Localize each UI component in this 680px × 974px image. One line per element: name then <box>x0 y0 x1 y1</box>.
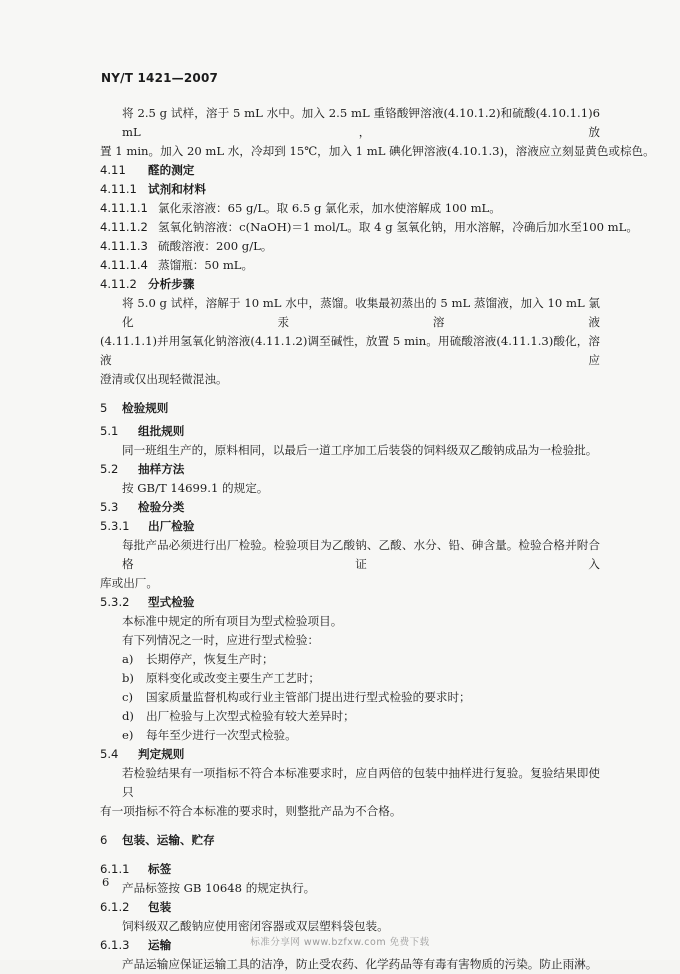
section-number: 5.3.2 <box>100 595 130 609</box>
clause-number: 4.11.1.4 <box>100 258 148 272</box>
clause-4-11-1-1 <box>100 199 600 218</box>
section-title: 标签 <box>148 862 172 876</box>
section-title: 包装 <box>148 900 172 914</box>
list-text: 出厂检验与上次型式检验有较大差异时； <box>146 709 355 723</box>
list-text: 长期停产，恢复生产时； <box>146 652 274 666</box>
standard-number: NY/T 1421—2007 <box>101 71 219 85</box>
chapter-number: 5 <box>100 401 108 415</box>
paragraph-line: 将 2.5 g 试样，溶于 5 mL 水中。加入 2.5 mL 重铬酸钾溶液(4.10.1.2)和硫酸(4.10.1.1)6 mL，放 <box>122 106 600 139</box>
clause-number: 4.11.1.1 <box>100 201 148 215</box>
list-item-a <box>100 650 600 669</box>
section-title: 出厂检验 <box>148 519 195 533</box>
section-heading-4-11-1 <box>100 180 600 199</box>
section-heading-5-2 <box>100 460 600 479</box>
clause-4-11-1-3 <box>100 237 600 256</box>
section-title: 组批规则 <box>138 424 185 438</box>
paragraph-line: 同一班组生产的，原料相同，以最后一道工序加工后装袋的饲料级双乙酸钠成品为一检验批。 <box>122 443 598 457</box>
section-number: 5.4 <box>100 747 119 761</box>
section-number: 5.1 <box>100 424 119 438</box>
paragraph-line: (4.11.1.1)并用氢氧化钠溶液(4.11.1.2)调至碱性，放置 5 min。用硫酸溶液(4.11.1.3)酸化，溶液应 <box>100 334 600 367</box>
section-title: 醛的测定 <box>148 163 195 177</box>
list-item-c <box>100 688 600 707</box>
section-heading-4-11 <box>100 161 600 180</box>
chapter-title: 包装、运输、贮存 <box>122 833 215 847</box>
list-label: d) <box>122 709 134 723</box>
list-label: e) <box>122 728 134 742</box>
list-label: b) <box>122 671 134 685</box>
section-title: 运输 <box>148 938 172 952</box>
clause-4-11-1-4 <box>100 256 600 275</box>
section-number: 4.11 <box>100 163 126 177</box>
chapter-heading-5 <box>100 399 600 418</box>
section-title: 抽样方法 <box>138 462 185 476</box>
document-body <box>100 104 655 974</box>
watermark-text: 标准分享网 www.bzfxw.com 免费下载 <box>250 937 430 948</box>
list-text: 国家质量监督机构或行业主管部门提出进行型式检验的要求时； <box>146 690 471 704</box>
section-title: 试剂和材料 <box>148 182 206 196</box>
paragraph-line: 产品运输应保证运输工具的洁净，防止受农药、化学药品等有毒有害物质的污染。防止雨淋。 <box>122 957 598 971</box>
section-title: 型式检验 <box>148 595 195 609</box>
clause-text: 氯化汞溶液：65 g/L。取 6.5 g 氯化汞，加水使溶解成 100 mL。 <box>158 201 501 215</box>
section-number: 5.3 <box>100 500 119 514</box>
list-item-b <box>100 669 600 688</box>
clause-4-11-1-2 <box>100 218 638 237</box>
section-heading-6-1-1 <box>100 860 600 879</box>
paragraph-line: 本标准中规定的所有项目为型式检验项目。 <box>122 614 343 628</box>
section-heading-6-1-2 <box>100 898 600 917</box>
section-number: 6.1.1 <box>100 862 130 876</box>
page-number: 6 <box>102 875 110 889</box>
list-label: a) <box>122 652 134 666</box>
chapter-heading-6 <box>100 831 600 850</box>
clause-text: 蒸馏瓶：50 mL。 <box>158 258 254 272</box>
list-item-d <box>100 707 600 726</box>
section-heading-5-3-1 <box>100 517 600 536</box>
section-number: 6.1.3 <box>100 938 130 952</box>
chapter-title: 检验规则 <box>122 401 169 415</box>
list-text: 每年至少进行一次型式检验。 <box>146 728 297 742</box>
chapter-number: 6 <box>100 833 108 847</box>
section-heading-5-4 <box>100 745 600 764</box>
section-number: 4.11.1 <box>100 182 137 196</box>
section-number: 5.2 <box>100 462 119 476</box>
section-heading-5-3 <box>100 498 600 517</box>
section-number: 5.3.1 <box>100 519 130 533</box>
clause-text: 氢氧化钠溶液：c(NaOH)＝1 mol/L。取 4 g 氢氧化钠，用水溶解，冷确后加水至100 mL。 <box>158 220 638 234</box>
list-label: c) <box>122 690 134 704</box>
paragraph-line: 将 5.0 g 试样，溶解于 10 mL 水中，蒸馏。收集最初蒸出的 5 mL 蒸馏液，加入 10 mL 氯化汞溶液 <box>122 296 600 329</box>
section-heading-5-1 <box>100 422 600 441</box>
section-number: 6.1.2 <box>100 900 130 914</box>
section-heading-4-11-2 <box>100 275 600 294</box>
paragraph-line: 每批产品必须进行出厂检验。检验项目为乙酸钠、乙酸、水分、铅、砷含量。检验合格并附合格证入 <box>122 538 600 571</box>
paragraph-line: 库或出厂。 <box>100 576 158 590</box>
section-heading-5-3-2 <box>100 593 600 612</box>
clause-text: 硫酸溶液：200 g/L。 <box>158 239 273 253</box>
paragraph-line: 有下列情况之一时，应进行型式检验： <box>122 633 320 647</box>
paragraph-line: 饲料级双乙酸钠应使用密闭容器或双层塑料袋包装。 <box>122 919 389 933</box>
section-title: 判定规则 <box>138 747 185 761</box>
clause-number: 4.11.1.2 <box>100 220 148 234</box>
clause-number: 4.11.1.3 <box>100 239 148 253</box>
list-text: 原料变化或改变主要生产工艺时； <box>146 671 320 685</box>
section-title: 检验分类 <box>138 500 185 514</box>
paragraph-line: 置 1 min。加入 20 mL 水，冷却到 15℃，加入 1 mL 碘化钾溶液(4.10.1.3)，溶液应立刻显黄色或棕色。 <box>100 144 655 158</box>
section-number: 4.11.2 <box>100 277 137 291</box>
paragraph-line: 按 GB/T 14699.1 的规定。 <box>122 481 269 495</box>
paragraph-line: 澄清或仅出现轻微混浊。 <box>100 372 228 386</box>
paragraph-line: 产品标签按 GB 10648 的规定执行。 <box>122 881 316 895</box>
paragraph-line: 有一项指标不符合本标准的要求时，则整批产品为不合格。 <box>100 804 402 818</box>
list-item-e <box>100 726 600 745</box>
section-title: 分析步骤 <box>148 277 195 291</box>
paragraph-line: 若检验结果有一项指标不符合本标准要求时，应自两倍的包装中抽样进行复验。复验结果即使只 <box>122 766 600 799</box>
